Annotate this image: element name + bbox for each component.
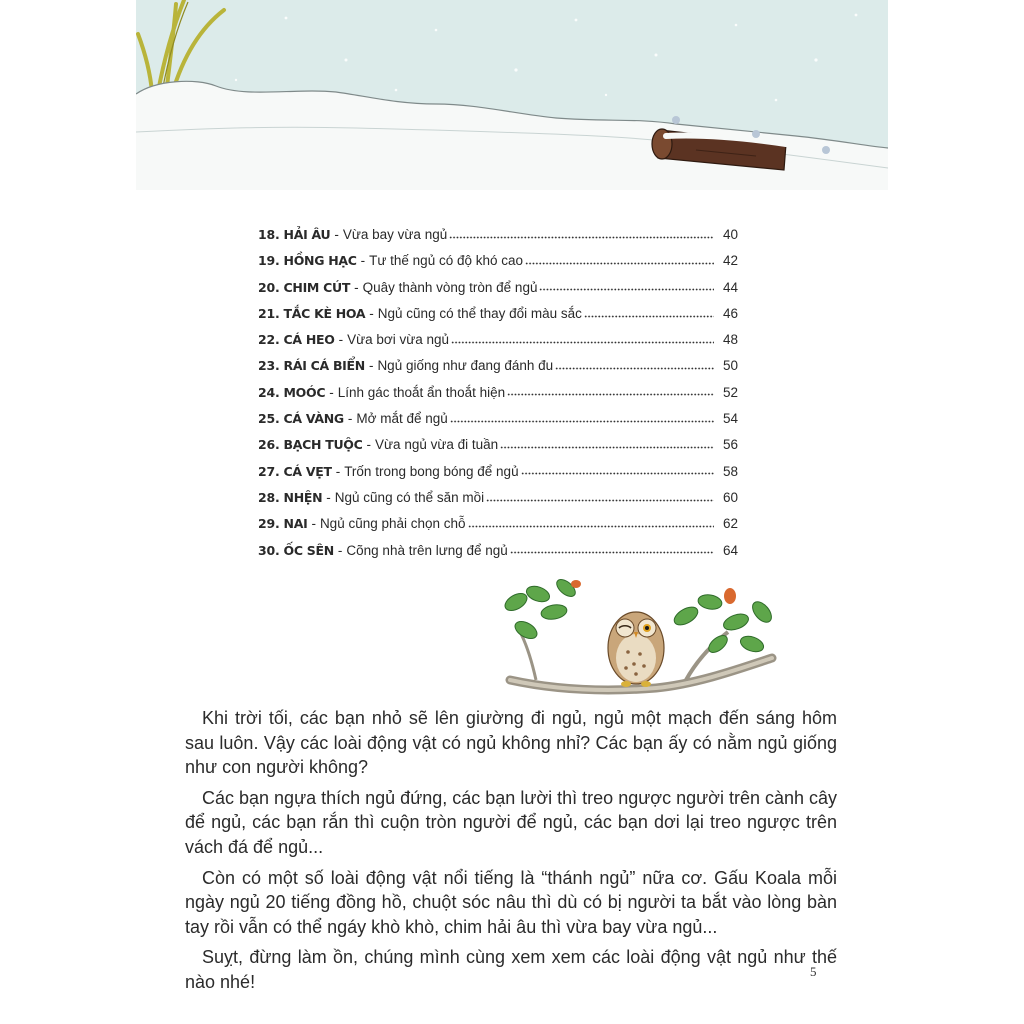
toc-item[interactable] bbox=[258, 490, 738, 516]
toc-item[interactable] bbox=[258, 306, 738, 332]
toc-item-page: 60 bbox=[722, 489, 738, 505]
toc-item-number: 25. bbox=[258, 411, 280, 427]
toc-item[interactable] bbox=[258, 516, 738, 542]
toc-leader-dots bbox=[521, 466, 714, 476]
winter-scene-illustration bbox=[136, 0, 888, 190]
toc-item-page: 64 bbox=[722, 542, 738, 558]
toc-item-separator: - bbox=[368, 358, 374, 374]
toc-item[interactable] bbox=[258, 332, 738, 358]
toc-item-separator: - bbox=[360, 253, 366, 269]
toc-item-page: 44 bbox=[722, 279, 738, 295]
toc-item-separator: - bbox=[311, 516, 316, 532]
toc-item-number: 19. bbox=[258, 253, 280, 269]
toc-item-number: 27. bbox=[258, 463, 280, 479]
toc-item-description: Lính gác thoắt ẩn thoắt hiện bbox=[337, 384, 506, 400]
intro-text bbox=[185, 706, 837, 1001]
toc-item-description: Ngủ cũng có thể thay đổi màu sắc bbox=[377, 305, 582, 321]
toc-item-description: Ngủ cũng phải chọn chỗ bbox=[319, 516, 466, 532]
toc-item-description: Cõng nhà trên lưng để ngủ bbox=[346, 542, 508, 558]
toc-item-animal: CÁ VÀNG bbox=[283, 411, 344, 427]
toc-item-animal: CÁ HEO bbox=[283, 332, 335, 348]
toc-item[interactable] bbox=[258, 280, 738, 306]
toc-item-animal: HỒNG HẠC bbox=[283, 253, 357, 269]
toc-leader-dots bbox=[500, 439, 714, 449]
toc-item-page: 46 bbox=[722, 305, 738, 321]
toc-leader-dots bbox=[449, 229, 714, 239]
toc-item-animal: NHỆN bbox=[283, 489, 323, 505]
toc-leader-dots bbox=[584, 308, 714, 318]
toc-item[interactable] bbox=[258, 543, 738, 569]
intro-paragraph: Các bạn ngựa thích ngủ đứng, các bạn lười thì treo ngược người trên cành cây để ngủ, các bạn rắn thì cuộn tròn người để ngủ, các bạn dơi lại treo ngược trên vách đá để ngủ... bbox=[185, 787, 838, 857]
toc-item-separator: - bbox=[326, 489, 331, 505]
toc-item-page: 42 bbox=[722, 253, 738, 269]
toc-leader-dots bbox=[468, 518, 714, 528]
toc-leader-dots bbox=[555, 360, 714, 370]
toc-item-page: 54 bbox=[722, 411, 738, 427]
toc-item-description: Ngủ giống như đang đánh đu bbox=[377, 358, 554, 374]
toc-item-page: 40 bbox=[722, 227, 738, 242]
toc-item[interactable] bbox=[258, 253, 738, 279]
toc-item[interactable] bbox=[258, 358, 738, 384]
toc-item-separator: - bbox=[334, 227, 339, 242]
table-of-contents bbox=[258, 227, 738, 569]
intro-paragraph: Khi trời tối, các bạn nhỏ sẽ lên giường đi ngủ, ngủ một mạch đến sáng hôm sau luôn. Vậy các loài động vật có ngủ không nhỉ? Các bạn ấy có nằm ngủ giống như con người không? bbox=[185, 708, 837, 778]
toc-item-animal: CÁ VẸT bbox=[283, 463, 332, 479]
toc-item-description: Vừa bay vừa ngủ bbox=[342, 227, 448, 242]
toc-leader-dots bbox=[507, 387, 714, 397]
toc-item-animal: TẮC KÈ HOA bbox=[283, 305, 366, 321]
toc-item-page: 48 bbox=[722, 332, 738, 348]
toc-item[interactable] bbox=[258, 464, 738, 490]
toc-item-separator: - bbox=[369, 305, 374, 321]
toc-item-animal: CHIM CÚT bbox=[283, 279, 351, 295]
toc-item-separator: - bbox=[338, 332, 344, 348]
toc-item-separator: - bbox=[329, 384, 334, 400]
toc-item-animal: BẠCH TUỘC bbox=[283, 437, 363, 453]
toc-item-separator: - bbox=[366, 437, 372, 453]
toc-item-separator: - bbox=[354, 279, 359, 295]
toc-item-page: 56 bbox=[722, 437, 738, 453]
toc-item-number: 20. bbox=[258, 279, 280, 295]
toc-item-number: 18. bbox=[258, 227, 280, 242]
toc-item[interactable] bbox=[258, 411, 738, 437]
toc-leader-dots bbox=[451, 334, 714, 344]
toc-item-animal: HẢI ÂU bbox=[283, 227, 331, 242]
toc-item-description: Tư thế ngủ có độ khó cao bbox=[369, 253, 524, 269]
toc-item-separator: - bbox=[335, 463, 341, 479]
toc-item-number: 21. bbox=[258, 305, 280, 321]
toc-item-page: 50 bbox=[722, 358, 738, 374]
page-number: 5 bbox=[810, 964, 817, 979]
toc-item-description: Mở mắt để ngủ bbox=[356, 411, 448, 427]
toc-item[interactable] bbox=[258, 437, 738, 463]
toc-item[interactable] bbox=[258, 385, 738, 411]
toc-item-description: Vừa bơi vừa ngủ bbox=[347, 332, 450, 348]
toc-leader-dots bbox=[486, 492, 714, 502]
toc-item-number: 23. bbox=[258, 358, 280, 374]
toc-item-animal: RÁI CÁ BIỂN bbox=[283, 358, 365, 374]
toc-item-number: 29. bbox=[258, 516, 280, 532]
toc-item-number: 28. bbox=[258, 489, 280, 505]
toc-item-separator: - bbox=[347, 411, 353, 427]
toc-leader-dots bbox=[450, 413, 714, 423]
toc-item-description: Ngủ cũng có thể săn mồi bbox=[334, 489, 485, 505]
toc-leader-dots bbox=[510, 545, 714, 555]
toc-leader-dots bbox=[539, 282, 714, 292]
toc-item-page: 62 bbox=[722, 516, 738, 532]
intro-paragraph: Suỵt, đừng làm ồn, chúng mình cùng xem xem các loài động vật ngủ như thế nào nhé! bbox=[185, 947, 837, 992]
toc-item-number: 30. bbox=[258, 542, 280, 558]
toc-item-number: 26. bbox=[258, 437, 280, 453]
toc-item[interactable] bbox=[258, 227, 738, 253]
toc-item-animal: NAI bbox=[283, 516, 308, 532]
owl-on-branch-illustration bbox=[496, 572, 778, 700]
toc-item-description: Trốn trong bong bóng để ngủ bbox=[344, 463, 519, 479]
intro-paragraph: Còn có một số loài động vật nổi tiếng là “thánh ngủ” nữa cơ. Gấu Koala mỗi ngày ngủ 20 tiếng đồng hồ, chuột sóc nâu thì dù có bị người ta bắt vào lòng bàn tay rồi vẫn có thể ngáy khò khò, chim hải âu thì vừa bay vừa ngủ... bbox=[185, 867, 837, 937]
toc-item-number: 22. bbox=[258, 332, 280, 348]
toc-item-animal: MOÓC bbox=[283, 384, 326, 400]
toc-item-separator: - bbox=[337, 542, 343, 558]
toc-item-page: 58 bbox=[722, 463, 738, 479]
toc-item-animal: ỐC SÊN bbox=[283, 542, 334, 558]
toc-item-page: 52 bbox=[722, 384, 738, 400]
toc-item-description: Vừa ngủ vừa đi tuần bbox=[375, 437, 499, 453]
toc-leader-dots bbox=[525, 255, 714, 265]
toc-item-description: Quây thành vòng tròn để ngủ bbox=[362, 279, 538, 295]
toc-item-number: 24. bbox=[258, 384, 280, 400]
